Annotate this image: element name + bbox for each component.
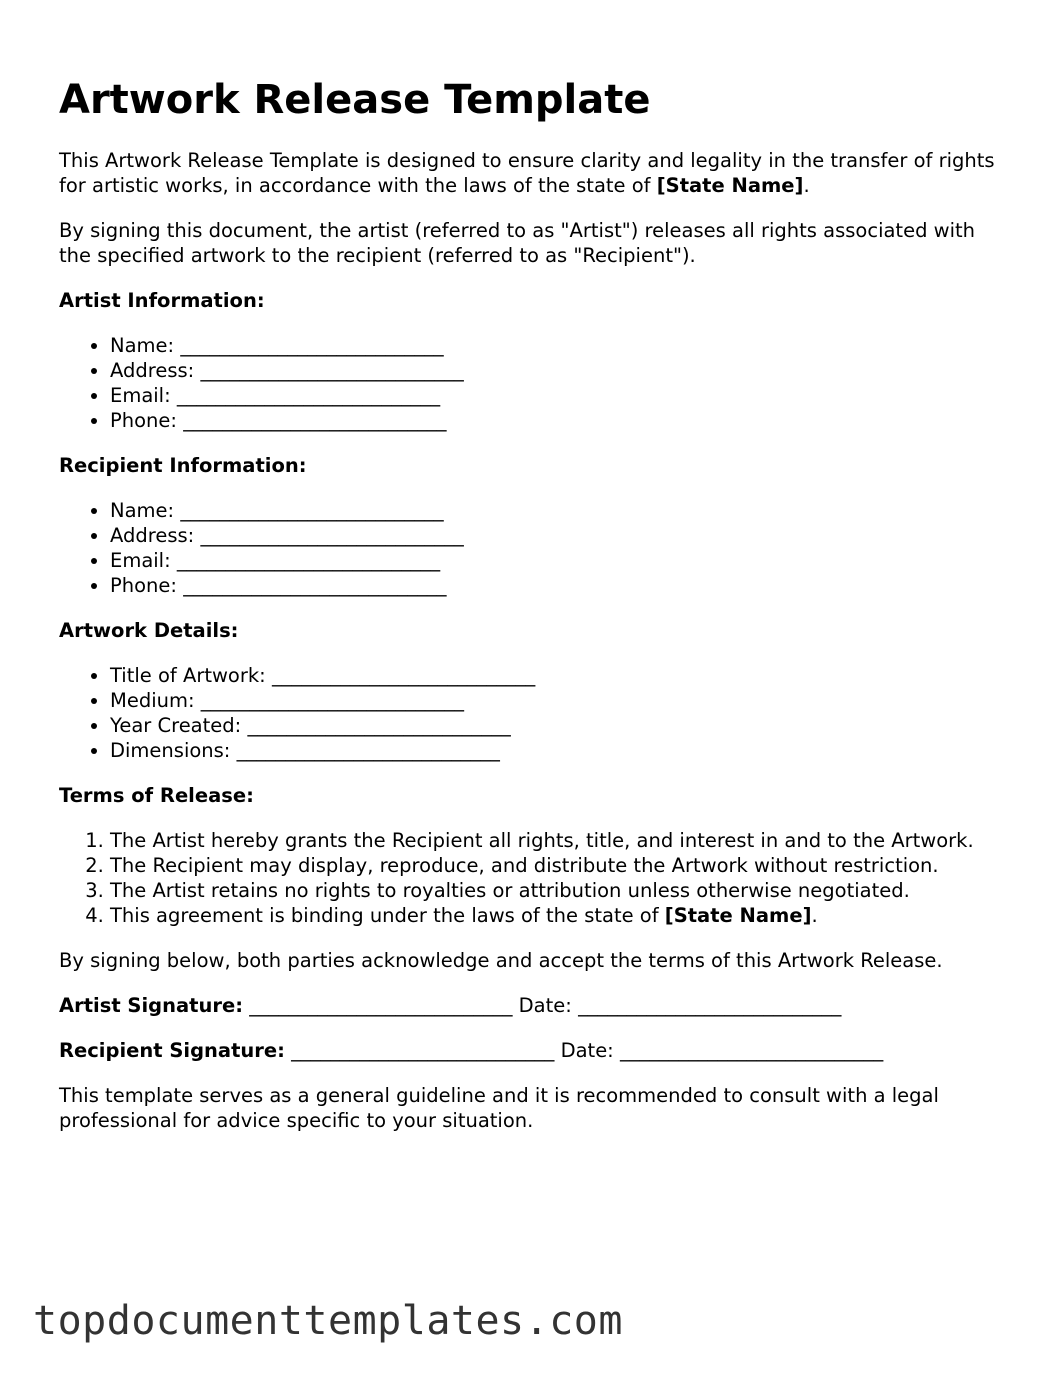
artwork-year-label: Year Created:	[110, 714, 242, 737]
document-title: Artwork Release Template	[59, 77, 651, 123]
recipient-signature-label: Recipient Signature:	[59, 1039, 285, 1062]
term-item: 1. The Artist hereby grants the Recipient all rights, title, and interest in and to the Artwork.	[110, 828, 1009, 853]
artist-info-list	[59, 333, 1009, 433]
list-item	[110, 548, 1009, 573]
terms-heading: Terms of Release:	[59, 784, 254, 807]
artwork-title-field[interactable]: ___________________________	[271, 664, 536, 687]
acknowledgement: By signing below, both parties acknowledge and accept the terms of this Artwork Release.	[59, 949, 943, 972]
list-item	[110, 383, 1009, 408]
recipient-signature-field[interactable]: ___________________________	[291, 1039, 555, 1062]
list-item	[110, 408, 1009, 433]
disclaimer: This template serves as a general guideline and it is recommended to consult with a legal professional for advice specific to your situation.	[59, 1084, 939, 1132]
recipient-address-field[interactable]: ___________________________	[200, 524, 464, 547]
recipient-email-field[interactable]: ___________________________	[176, 549, 441, 572]
recipient-name-field[interactable]: ___________________________	[180, 499, 444, 522]
state-placeholder: [State Name]	[664, 904, 812, 927]
intro-text: This Artwork Release Template is designed to ensure clarity and legality in the transfer of rights for artistic works, in accordance with the laws of the state of	[59, 149, 995, 197]
artwork-dimensions-label: Dimensions:	[110, 739, 231, 762]
artwork-dimensions-field[interactable]: ___________________________	[236, 739, 500, 762]
recipient-date-field[interactable]: ___________________________	[619, 1039, 884, 1062]
term-item: 2. The Recipient may display, reproduce, and distribute the Artwork without restriction.	[110, 853, 1009, 878]
intro-text-end: .	[803, 174, 810, 197]
recipient-email-label: Email:	[110, 549, 171, 572]
artwork-title-label: Title of Artwork:	[110, 664, 266, 687]
list-item	[110, 738, 1009, 763]
artist-phone-label: Phone:	[110, 409, 177, 432]
list-item	[110, 688, 1009, 713]
recipient-signature-row	[59, 1038, 1009, 1063]
list-item	[110, 523, 1009, 548]
terms-list	[59, 828, 1009, 928]
intro-paragraph	[59, 148, 1009, 198]
recipient-date-label: Date:	[560, 1039, 614, 1062]
artwork-medium-label: Medium:	[110, 689, 195, 712]
artist-email-field[interactable]: ___________________________	[176, 384, 441, 407]
artwork-year-field[interactable]: ___________________________	[247, 714, 511, 737]
document-page	[59, 72, 1009, 1153]
artist-name-label: Name:	[110, 334, 175, 357]
term-4-text-end: .	[811, 904, 818, 927]
term-item	[110, 903, 1009, 928]
artist-email-label: Email:	[110, 384, 171, 407]
artwork-medium-field[interactable]: ___________________________	[200, 689, 464, 712]
release-statement: By signing this document, the artist (referred to as "Artist") releases all rights associated with the specified artwork to the recipient (referred to as "Recipient").	[59, 219, 976, 267]
recipient-info-heading: Recipient Information:	[59, 454, 307, 477]
recipient-info-list	[59, 498, 1009, 598]
artist-signature-row	[59, 993, 1009, 1018]
artwork-details-list	[59, 663, 1009, 763]
artist-phone-field[interactable]: ___________________________	[183, 409, 447, 432]
artist-signature-label: Artist Signature:	[59, 994, 244, 1017]
artist-info-heading: Artist Information:	[59, 289, 265, 312]
recipient-phone-field[interactable]: ___________________________	[183, 574, 447, 597]
artist-name-field[interactable]: ___________________________	[180, 334, 444, 357]
recipient-name-label: Name:	[110, 499, 175, 522]
list-item	[110, 573, 1009, 598]
term-item: 3. The Artist retains no rights to royalties or attribution unless otherwise negotiated.	[110, 878, 1009, 903]
watermark: topdocumenttemplates.com	[33, 1298, 623, 1344]
recipient-address-label: Address:	[110, 524, 195, 547]
term-4-text: This agreement is binding under the laws of the state of	[110, 904, 665, 927]
state-placeholder: [State Name]	[656, 174, 804, 197]
artist-date-field[interactable]: ___________________________	[578, 994, 842, 1017]
list-item	[110, 663, 1009, 688]
list-item	[110, 498, 1009, 523]
list-item	[110, 333, 1009, 358]
list-item	[110, 358, 1009, 383]
artwork-details-heading: Artwork Details:	[59, 619, 239, 642]
artist-address-field[interactable]: ___________________________	[200, 359, 464, 382]
list-item	[110, 713, 1009, 738]
artist-date-label: Date:	[518, 994, 572, 1017]
recipient-phone-label: Phone:	[110, 574, 177, 597]
artist-signature-field[interactable]: ___________________________	[249, 994, 513, 1017]
artist-address-label: Address:	[110, 359, 195, 382]
